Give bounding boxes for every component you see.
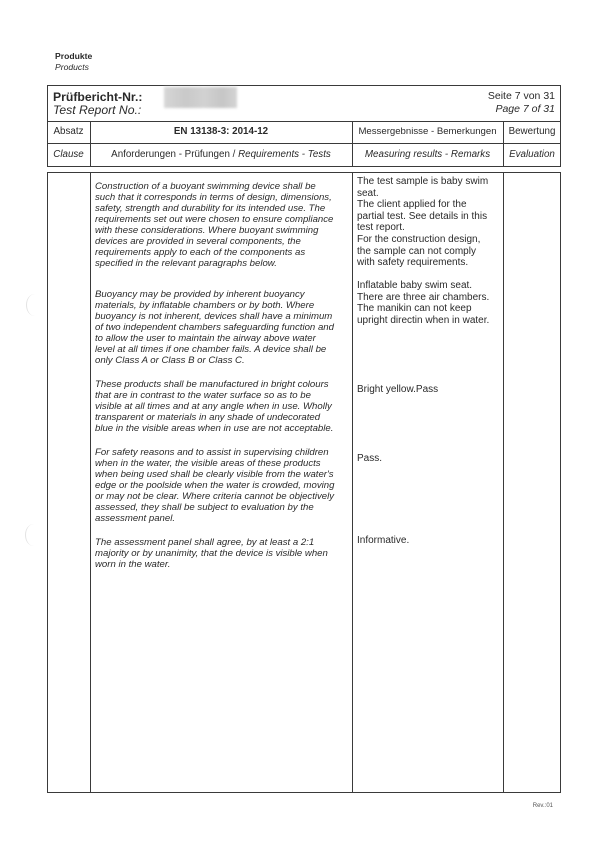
punch-hole-mark (26, 294, 43, 316)
results-header-de: Messergebnisse - Bemerkungen (358, 126, 497, 137)
section-label-en: Products (55, 62, 89, 72)
requirement-text: For safety reasons and to assist in supervising children when in the water, the visible areas of these products when being used shall be clearly visible from the water's edge or the poolside when the water is crowded, moving or may not be clear. Where criteria cannot be objectively assessed, they shall be subject to evaluation by the assessment panel. (95, 446, 335, 524)
requirement-text: These products shall be manufactured in bright colours that are in contrast to the water surface so as to be visible at all times and at any angle when in use. Wholly transparent or materials in any shade of undecorated blue in the visible areas when in use are not acceptable. (95, 378, 334, 434)
page-number-en: Page 7 of 31 (495, 102, 555, 115)
table-row (47, 176, 561, 269)
requirement-text: The assessment panel shall agree, by at least a 2:1 majority or by unanimity, that the device is visible when worn in the water. (95, 536, 328, 570)
requirement-text: Buoyancy may be provided by inherent buoyancy materials, by inflatable chambers or by both. Where buoyancy is not inherent, devices shall have a minimum of two independent chambers safeguarding function and to allow the user to maintain the airway above water level at all times if one chamber fails. A device shall be only Class A or Class B or Class C. (95, 288, 334, 366)
result-text: Inflatable baby swim seat. There are three air chambers. The manikin can not keep upright directin when in water. (357, 280, 490, 326)
report-number-label-en: Test Report No.: (53, 103, 142, 117)
table-row (47, 280, 561, 366)
requirements-tests-header (90, 143, 352, 167)
result-text: Pass. (357, 453, 383, 464)
evaluation-header-en: Evaluation (509, 149, 555, 160)
requirements-header-de: Anforderungen - Prüfungen / (111, 149, 236, 160)
table-row (47, 447, 561, 524)
requirements-header-en: Requirements - Tests (238, 149, 331, 160)
clause-header-de: Absatz (53, 126, 84, 137)
requirement-text: Construction of a buoyant swimming device shall be such that it corresponds in terms of design, dimensions, safety, strength and durability for its intended use. The requirements set out were chosen to ensure compliance with these considerations. Where buoyant swimming devices are provided in several components, the requirements apply to each of the components as specified in the relevant paragraphs below. (95, 180, 334, 269)
clause-header-en: Clause (53, 149, 84, 160)
result-text: Bright yellow.Pass (357, 384, 439, 395)
redacted-report-number (164, 87, 237, 108)
table-row (47, 535, 561, 570)
report-number-label-de: Prüfbericht-Nr.: (53, 90, 143, 104)
result-text: The test sample is baby swim seat. The client applied for the partial test. See details in this test report. For the construction design, the sample can not comply with safety requirements. (357, 176, 489, 269)
evaluation-header-de: Bewertung (508, 126, 556, 137)
punch-hole-mark (25, 524, 42, 546)
revision-label: Rev.:01 (532, 803, 553, 809)
results-header-en: Measuring results - Remarks (364, 149, 491, 160)
standard-header: EN 13138-3: 2014-12 (173, 126, 269, 137)
result-text: Informative. (357, 535, 410, 546)
section-label-de: Produkte (55, 51, 93, 61)
page-number-de: Seite 7 von 31 (487, 89, 555, 102)
table-row (47, 379, 561, 434)
